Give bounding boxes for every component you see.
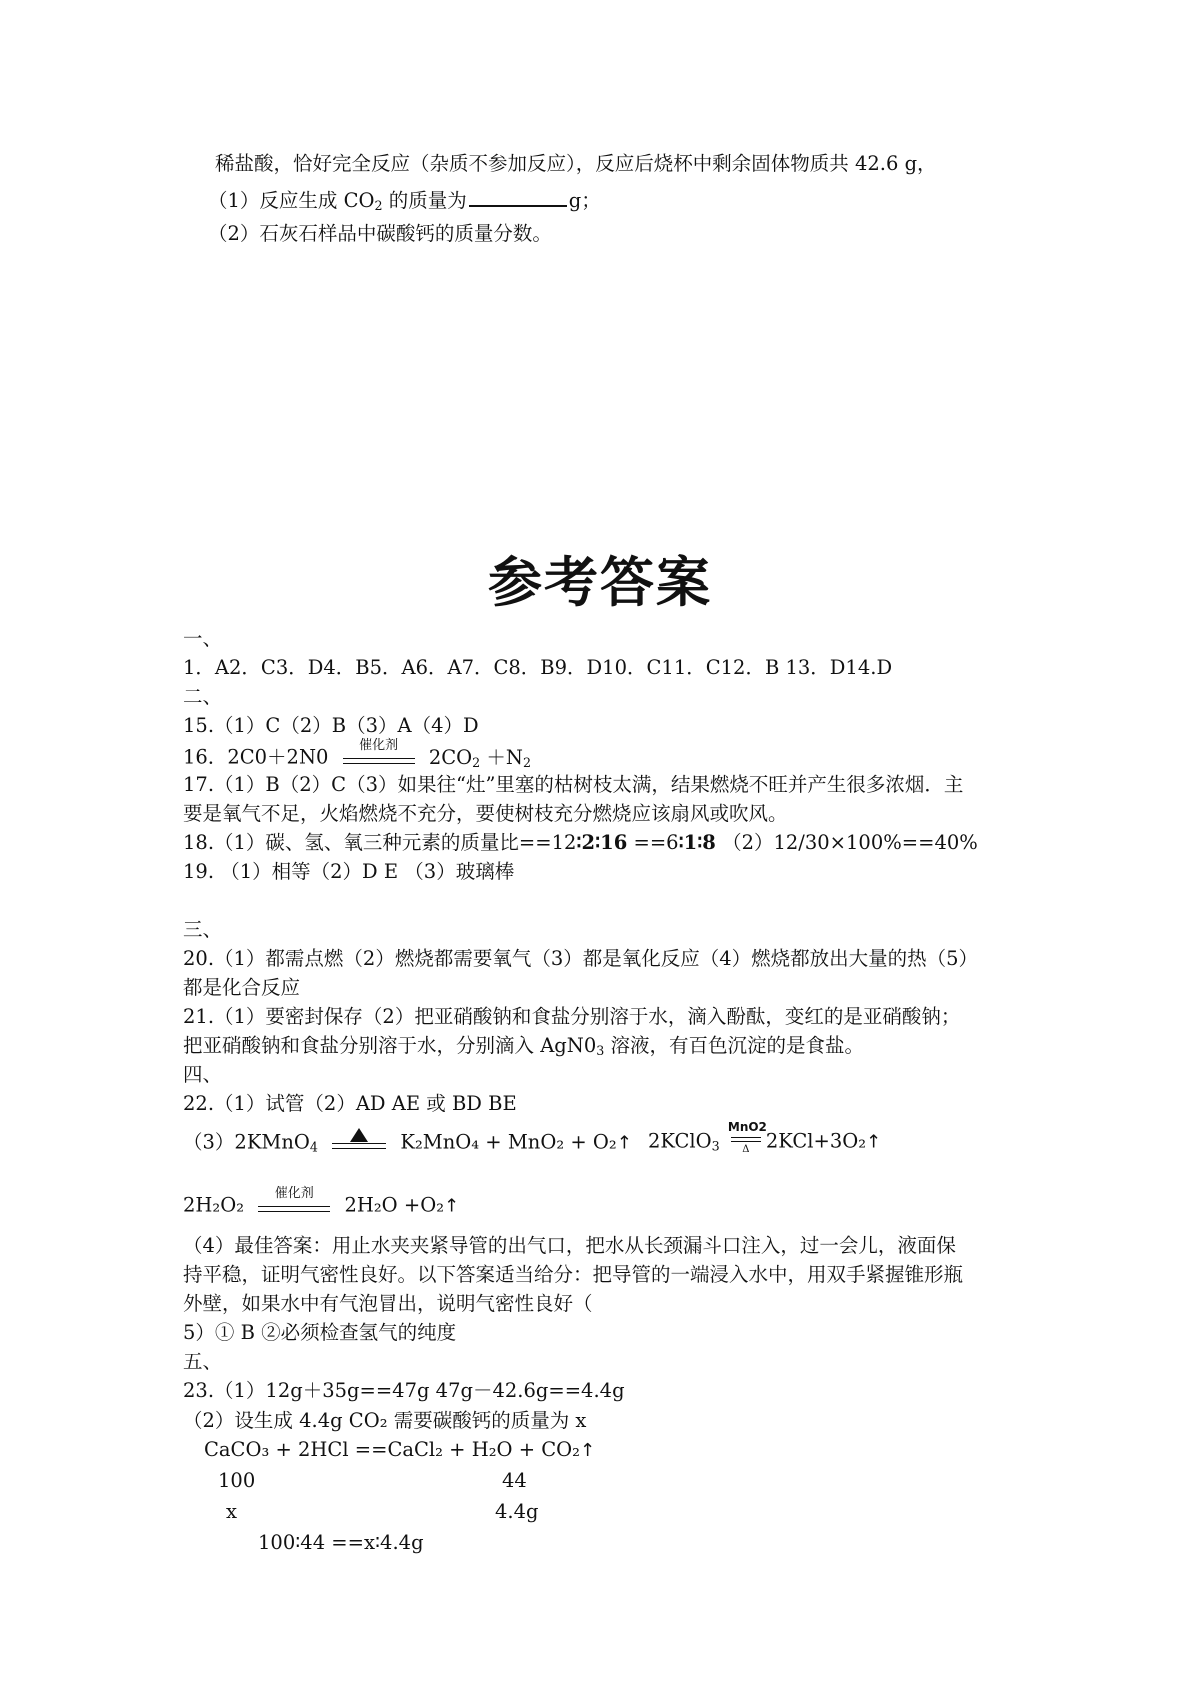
- double-line: [731, 1137, 761, 1138]
- eq16-co: 2CO: [428, 745, 473, 769]
- section-1-answers: 1．A2．C3．D4．B5．A6．A7．C8．B9．D10．C11．C12．B 13．D14.D: [183, 656, 893, 679]
- eq16-co-sub: 2: [472, 754, 481, 770]
- molar-mass-caco3: 100: [218, 1469, 256, 1492]
- gas-arrow-icon: ↑: [444, 1195, 460, 1217]
- eq1-post: K₂MnO₄ + MnO₂ + O₂: [400, 1130, 617, 1154]
- answer-21-line-2: [183, 1034, 864, 1058]
- answer-19: 19. （1）相等（2）D E （3）玻璃棒: [183, 860, 515, 883]
- double-line: [332, 1143, 386, 1144]
- eq16-n: ＋N: [480, 745, 523, 769]
- eq-caco3: CaCO₃ + 2HCl ==CaCl₂ + H₂O + CO₂: [204, 1438, 580, 1461]
- q1-sub: 2: [374, 198, 383, 214]
- page-title: 参考答案: [488, 551, 712, 614]
- answer-18-e: （2）12/30×100%==40%: [715, 831, 978, 854]
- answer-18-a: 18.（1）碳、氢、氧三种元素的质量比==12: [183, 831, 577, 854]
- heat-condition: [328, 1128, 390, 1158]
- answer-20-line-2: 都是化合反应: [183, 976, 301, 999]
- double-line: [258, 1211, 330, 1212]
- problem-question-2: （2）石灰石样品中碳酸钙的质量分数。: [208, 222, 552, 245]
- answer-21-b-post: 溶液，有百色沉淀的是食盐。: [604, 1034, 864, 1057]
- eq1-sub: 4: [309, 1139, 318, 1155]
- eq16-n-sub: 2: [522, 754, 532, 770]
- double-line: [258, 1206, 330, 1207]
- section-1-head: 一、: [183, 627, 223, 650]
- answer-18-b: ∶2∶16: [576, 831, 628, 854]
- equation-kmno4: [183, 1128, 632, 1158]
- q1-suffix: g；: [568, 189, 601, 212]
- molar-mass-co2: 44: [502, 1469, 527, 1492]
- eq16-left: 16．2C0＋2N0: [183, 745, 329, 769]
- mno2-label: MnO2: [727, 1120, 767, 1134]
- answer-22: 22.（1）试管（2）AD AE 或 BD BE: [183, 1092, 517, 1115]
- eq2-post: 2KCl+3O₂: [765, 1129, 867, 1153]
- eq16-right: [429, 746, 531, 769]
- gas-arrow-icon: ↑: [866, 1131, 882, 1153]
- answer-18-c: ==6: [627, 831, 679, 854]
- answer-22-5: 5）① B ②必须检查氢气的纯度: [183, 1321, 457, 1344]
- answer-21-b-sub: 3: [596, 1043, 605, 1059]
- equation-kclo3: [648, 1120, 881, 1164]
- answer-17-line-1: 17.（1）B（2）C（3）如果往“灶”里塞的枯树枝太满，结果燃烧不旺并产生很多浓烟．主: [183, 773, 964, 796]
- mno2-heat-condition: [727, 1120, 767, 1164]
- section-2-head: 二、: [183, 685, 223, 708]
- answer-blank: [469, 187, 567, 207]
- gas-arrow-icon: ↑: [579, 1440, 596, 1461]
- q1-mid: 的质量为: [382, 189, 467, 212]
- section-5-head: 五、: [183, 1350, 223, 1373]
- answer-22-4-line-3: 外壁，如果水中有气泡冒出，说明气密性良好（: [183, 1292, 593, 1315]
- equation-caco3: [204, 1438, 595, 1462]
- problem-line-1: 稀盐酸，恰好完全反应（杂质不参加反应），反应后烧杯中剩余固体物质共 42.6 g，: [215, 152, 937, 175]
- catalyst-label: 催化剂: [359, 738, 399, 753]
- section-4-head: 四、: [183, 1063, 223, 1086]
- answer-22-4-line-1: （4）最佳答案：用止水夹夹紧导管的出气口，把水从长颈漏斗口注入，过一会儿，液面保: [183, 1234, 956, 1257]
- answer-16: [183, 738, 532, 773]
- answer-22-4-line-2: 持平稳，证明气密性良好。以下答案适当给分：把导管的一端浸入水中，用双手紧握锥形瓶: [183, 1263, 964, 1286]
- double-line: [343, 763, 415, 764]
- eq3-post: 2H₂O +O₂: [344, 1193, 445, 1217]
- gas-arrow-icon: ↑: [616, 1132, 632, 1154]
- ratio-equation: 100∶44 ==x∶4.4g: [258, 1531, 424, 1554]
- double-line: [343, 758, 415, 759]
- eq3-pre: 2H₂O₂: [183, 1193, 245, 1217]
- section-3-head: 三、: [183, 918, 223, 941]
- catalyst-condition: [339, 738, 419, 773]
- given-mass: 4.4g: [495, 1500, 539, 1523]
- answer-18: [183, 831, 978, 854]
- problem-question-1: [208, 187, 601, 213]
- answer-23-1: 23.（1）12g＋35g==47g 47g－42.6g==4.4g: [183, 1379, 625, 1402]
- answer-18-d: ∶1∶8: [678, 831, 716, 854]
- equation-h2o2: [183, 1186, 460, 1221]
- answer-15: 15.（1）C（2）B（3）A（4）D: [183, 714, 479, 737]
- double-line: [731, 1141, 761, 1142]
- answer-21-b-pre: 把亚硝酸钠和食盐分别溶于水，分别滴入 AgN0: [183, 1034, 597, 1057]
- answer-17-line-2: 要是氧气不足，火焰燃烧不充分，要使树枝充分燃烧应该扇风或吹风。: [183, 802, 788, 825]
- double-line: [332, 1148, 386, 1149]
- heat-label: Δ: [742, 1144, 750, 1155]
- eq1-pre: （3）2KMnO: [183, 1130, 310, 1154]
- eq2-sub: 3: [711, 1138, 720, 1154]
- eq2-pre: 2KClO: [648, 1129, 712, 1153]
- answer-21-line-1: 21.（1）要密封保存（2）把亚硝酸钠和食盐分别溶于水，滴入酚酞，变红的是亚硝酸钠；: [183, 1005, 961, 1028]
- catalyst-label: 催化剂: [274, 1186, 314, 1201]
- answer-20-line-1: 20.（1）都需点燃（2）燃烧都需要氧气（3）都是氧化反应（4）燃烧都放出大量的热（5）: [183, 947, 979, 970]
- unknown-x: x: [226, 1500, 237, 1523]
- catalyst-condition: [254, 1186, 334, 1221]
- q1-prefix: （1）反应生成 CO: [208, 189, 375, 212]
- heat-triangle-icon: [350, 1128, 368, 1142]
- answer-23-2: （2）设生成 4.4g CO₂ 需要碳酸钙的质量为 x: [183, 1409, 587, 1432]
